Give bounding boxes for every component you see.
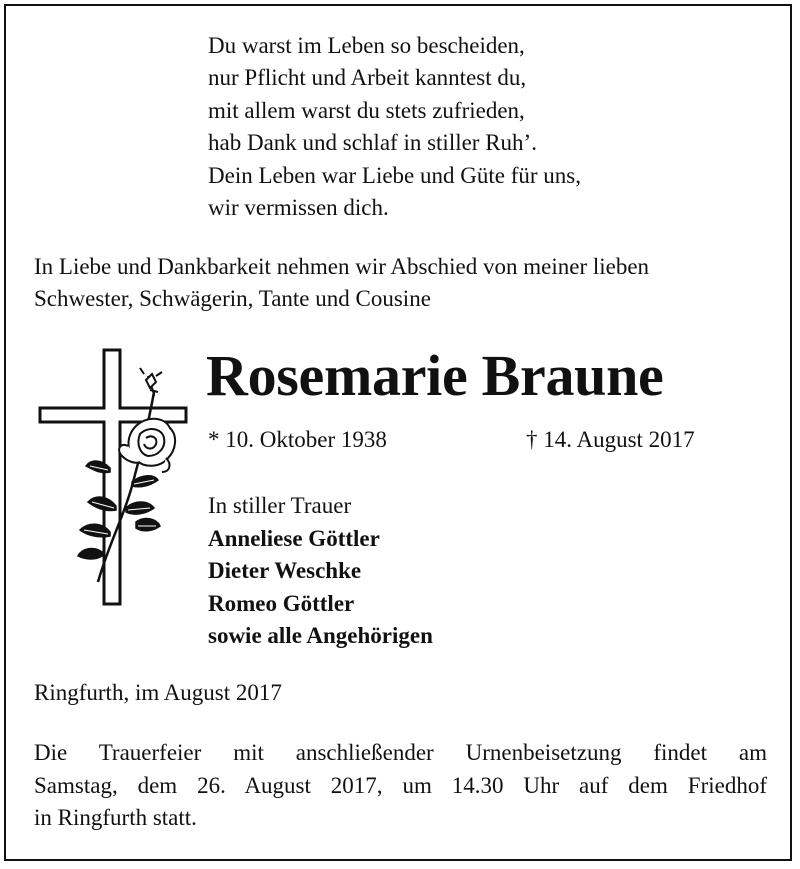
poem-line: Dein Leben war Liebe und Güte für uns,	[208, 162, 581, 188]
mourner-name: Dieter Weschke	[208, 558, 362, 584]
birth-date: * 10. Oktober 1938	[208, 427, 387, 452]
intro-line: Schwester, Schwägerin, Tante und Cousine	[34, 286, 431, 311]
mourner-name: sowie alle Angehörigen	[208, 623, 433, 649]
funeral-line: in Ringfurth statt.	[34, 805, 197, 831]
deceased-name: Rosemarie Braune	[206, 343, 664, 408]
funeral-line: Die Trauerfeier mit anschließender Urnenbeisetzung findet am	[34, 740, 767, 765]
place-and-date: Ringfurth, im August 2017	[34, 680, 282, 705]
poem-line: wir vermissen dich.	[208, 195, 389, 221]
poem-line: Du warst im Leben so bescheiden,	[208, 33, 525, 58]
mourner-name: Anneliese Göttler	[208, 525, 380, 551]
poem-line: hab Dank und schlaf in stiller Ruh’.	[208, 130, 537, 156]
mourners-heading: In stiller Trauer	[208, 493, 352, 518]
intro-line: In Liebe und Dankbarkeit nehmen wir Abschied von meiner lieben	[34, 254, 650, 279]
funeral-line: Samstag, dem 26. August 2017, um 14.30 Uhr auf dem Friedhof	[34, 772, 767, 798]
poem	[208, 30, 768, 224]
farewell-intro	[34, 251, 774, 315]
mourner-name: Romeo Göttler	[208, 590, 355, 616]
cross-with-rose-icon	[36, 346, 194, 608]
death-date: † 14. August 2017	[526, 427, 695, 452]
mourners-block	[208, 490, 768, 653]
poem-line: mit allem warst du stets zufrieden,	[208, 97, 525, 123]
poem-line: nur Pflicht und Arbeit kanntest du,	[208, 65, 527, 91]
funeral-info	[34, 737, 767, 835]
